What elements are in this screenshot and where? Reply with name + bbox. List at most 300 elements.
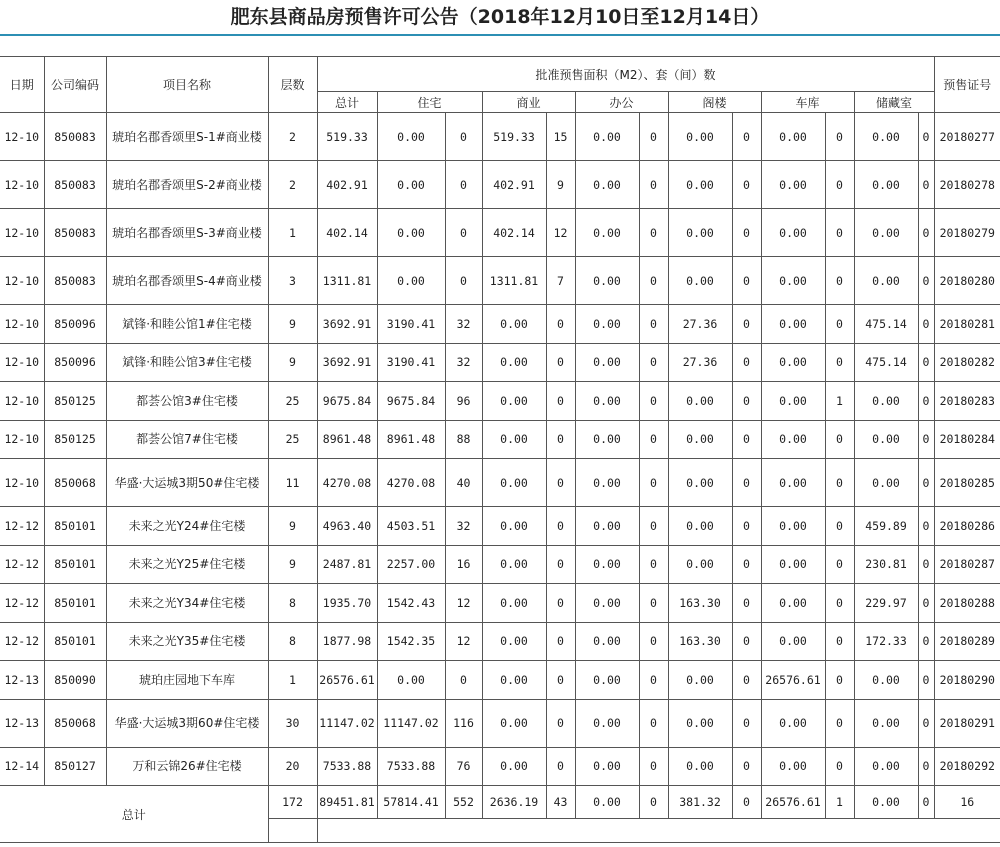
table-row (0, 661, 1000, 700)
cell-floors: 2 (268, 113, 317, 161)
cell-floors: 8 (268, 622, 317, 661)
cell-office-area: 0.00 (575, 747, 639, 786)
cell-total: 2487.81 (317, 545, 377, 584)
cell-office-units: 0 (639, 699, 668, 747)
cell-total: 3692.91 (317, 343, 377, 382)
cell-office-units: 0 (639, 584, 668, 623)
cell-date: 12-12 (0, 584, 44, 623)
cell-total: 26576.61 (317, 661, 377, 700)
cell-storage-area: 0.00 (854, 161, 918, 209)
cell-permit-number: 20180277 (934, 113, 1000, 161)
cell-residential-area: 0.00 (377, 161, 445, 209)
cell-residential-area: 4503.51 (377, 507, 445, 546)
cell-office-area: 0.00 (575, 699, 639, 747)
cell-floors: 25 (268, 382, 317, 421)
cell-residential-units: 76 (445, 747, 482, 786)
cell-storage-area: 0.00 (854, 699, 918, 747)
cell-storage-area: 475.14 (854, 343, 918, 382)
cell-office-units: 0 (639, 420, 668, 459)
cell-project-name: 琥珀庄园地下车库 (106, 661, 268, 700)
cell-date: 12-10 (0, 459, 44, 507)
cell-storage-units: 0 (918, 747, 934, 786)
cell-permit-number: 20180282 (934, 343, 1000, 382)
cell-office-area: 0.00 (575, 584, 639, 623)
cell-date: 12-10 (0, 420, 44, 459)
cell-attic-units: 0 (732, 747, 761, 786)
cell-commercial-area: 402.91 (482, 161, 546, 209)
cell-garage-area: 0.00 (761, 622, 825, 661)
cell-office-area: 0.00 (575, 209, 639, 257)
cell-garage-units: 0 (825, 420, 854, 459)
blank-cell (317, 819, 1000, 843)
cell-commercial-units: 7 (546, 257, 575, 305)
cell-permit-number: 20180292 (934, 747, 1000, 786)
cell-storage-units: 0 (918, 382, 934, 421)
cell-company-code: 850127 (44, 747, 106, 786)
header-attic: 阁楼 (668, 92, 761, 113)
table-row (0, 382, 1000, 421)
page-title: 肥东县商品房预售许可公告（2018年12月10日至12月14日） (230, 6, 770, 28)
cell-garage-units: 0 (825, 661, 854, 700)
cell-attic-area: 0.00 (668, 661, 732, 700)
total-office-area: 0.00 (575, 786, 639, 819)
cell-residential-area: 3190.41 (377, 343, 445, 382)
cell-residential-area: 11147.02 (377, 699, 445, 747)
cell-storage-units: 0 (918, 343, 934, 382)
cell-storage-units: 0 (918, 622, 934, 661)
cell-garage-area: 0.00 (761, 459, 825, 507)
cell-total: 11147.02 (317, 699, 377, 747)
cell-company-code: 850125 (44, 382, 106, 421)
cell-office-area: 0.00 (575, 661, 639, 700)
cell-project-name: 未来之光Y34#住宅楼 (106, 584, 268, 623)
cell-garage-area: 0.00 (761, 747, 825, 786)
cell-commercial-area: 0.00 (482, 747, 546, 786)
cell-total: 8961.48 (317, 420, 377, 459)
cell-storage-area: 0.00 (854, 209, 918, 257)
cell-attic-area: 0.00 (668, 545, 732, 584)
cell-office-units: 0 (639, 257, 668, 305)
cell-attic-area: 0.00 (668, 747, 732, 786)
cell-permit-number: 20180291 (934, 699, 1000, 747)
cell-office-units: 0 (639, 343, 668, 382)
cell-office-area: 0.00 (575, 305, 639, 344)
cell-date: 12-13 (0, 699, 44, 747)
cell-date: 12-10 (0, 305, 44, 344)
cell-residential-area: 4270.08 (377, 459, 445, 507)
cell-permit-number: 20180283 (934, 382, 1000, 421)
cell-project-name: 都荟公馆3#住宅楼 (106, 382, 268, 421)
cell-residential-units: 12 (445, 584, 482, 623)
cell-residential-area: 0.00 (377, 113, 445, 161)
table-row (0, 747, 1000, 786)
cell-company-code: 850083 (44, 209, 106, 257)
cell-residential-units: 88 (445, 420, 482, 459)
cell-residential-units: 32 (445, 507, 482, 546)
cell-project-name: 万和云锦26#住宅楼 (106, 747, 268, 786)
cell-office-units: 0 (639, 305, 668, 344)
cell-residential-units: 0 (445, 113, 482, 161)
cell-residential-units: 0 (445, 257, 482, 305)
cell-total: 9675.84 (317, 382, 377, 421)
cell-attic-area: 163.30 (668, 622, 732, 661)
cell-residential-area: 1542.35 (377, 622, 445, 661)
cell-garage-area: 0.00 (761, 161, 825, 209)
cell-project-name: 琥珀名郡香颂里S-3#商业楼 (106, 209, 268, 257)
cell-office-units: 0 (639, 622, 668, 661)
cell-garage-area: 0.00 (761, 545, 825, 584)
cell-commercial-area: 0.00 (482, 420, 546, 459)
cell-permit-number: 20180279 (934, 209, 1000, 257)
cell-attic-area: 0.00 (668, 699, 732, 747)
cell-residential-area: 2257.00 (377, 545, 445, 584)
header-date: 日期 (0, 57, 44, 113)
cell-company-code: 850083 (44, 257, 106, 305)
cell-commercial-units: 0 (546, 699, 575, 747)
total-attic-area: 381.32 (668, 786, 732, 819)
cell-project-name: 华盛·大运城3期60#住宅楼 (106, 699, 268, 747)
cell-office-area: 0.00 (575, 507, 639, 546)
cell-office-area: 0.00 (575, 420, 639, 459)
presale-permit-table (0, 56, 1000, 843)
cell-office-units: 0 (639, 459, 668, 507)
table-body (0, 113, 1000, 843)
cell-commercial-area: 0.00 (482, 507, 546, 546)
cell-attic-area: 0.00 (668, 161, 732, 209)
table-row (0, 584, 1000, 623)
header-total: 总计 (317, 92, 377, 113)
cell-floors: 9 (268, 507, 317, 546)
total-office-units: 0 (639, 786, 668, 819)
cell-commercial-area: 0.00 (482, 545, 546, 584)
title-divider (0, 34, 1000, 36)
header-project-name: 项目名称 (106, 57, 268, 113)
cell-date: 12-12 (0, 507, 44, 546)
cell-attic-area: 27.36 (668, 305, 732, 344)
total-permit-count: 16 (934, 786, 1000, 819)
total-floors: 172 (268, 786, 317, 819)
cell-storage-area: 0.00 (854, 113, 918, 161)
cell-garage-units: 0 (825, 747, 854, 786)
cell-office-units: 0 (639, 209, 668, 257)
cell-total: 3692.91 (317, 305, 377, 344)
cell-attic-units: 0 (732, 459, 761, 507)
cell-storage-area: 475.14 (854, 305, 918, 344)
cell-floors: 11 (268, 459, 317, 507)
cell-commercial-units: 0 (546, 382, 575, 421)
cell-office-area: 0.00 (575, 545, 639, 584)
total-residential-units: 552 (445, 786, 482, 819)
cell-office-area: 0.00 (575, 257, 639, 305)
cell-residential-units: 96 (445, 382, 482, 421)
cell-company-code: 850096 (44, 305, 106, 344)
cell-storage-area: 172.33 (854, 622, 918, 661)
cell-attic-area: 0.00 (668, 257, 732, 305)
cell-garage-area: 0.00 (761, 257, 825, 305)
cell-residential-area: 0.00 (377, 209, 445, 257)
total-residential-area: 57814.41 (377, 786, 445, 819)
cell-storage-area: 0.00 (854, 382, 918, 421)
total-attic-units: 0 (732, 786, 761, 819)
table-row (0, 305, 1000, 344)
cell-storage-units: 0 (918, 459, 934, 507)
cell-permit-number: 20180284 (934, 420, 1000, 459)
cell-storage-area: 230.81 (854, 545, 918, 584)
cell-residential-area: 3190.41 (377, 305, 445, 344)
cell-storage-units: 0 (918, 661, 934, 700)
cell-attic-units: 0 (732, 343, 761, 382)
cell-total: 519.33 (317, 113, 377, 161)
cell-residential-units: 12 (445, 622, 482, 661)
cell-attic-units: 0 (732, 584, 761, 623)
cell-office-area: 0.00 (575, 382, 639, 421)
cell-residential-area: 7533.88 (377, 747, 445, 786)
cell-date: 12-13 (0, 661, 44, 700)
cell-permit-number: 20180286 (934, 507, 1000, 546)
cell-garage-units: 0 (825, 343, 854, 382)
cell-commercial-area: 1311.81 (482, 257, 546, 305)
cell-storage-units: 0 (918, 420, 934, 459)
cell-garage-units: 0 (825, 305, 854, 344)
cell-project-name: 斌锋·和睦公馆1#住宅楼 (106, 305, 268, 344)
cell-storage-area: 459.89 (854, 507, 918, 546)
blank-cell (268, 819, 317, 843)
header-office: 办公 (575, 92, 668, 113)
cell-project-name: 都荟公馆7#住宅楼 (106, 420, 268, 459)
cell-commercial-area: 0.00 (482, 622, 546, 661)
cell-attic-units: 0 (732, 420, 761, 459)
cell-attic-area: 163.30 (668, 584, 732, 623)
cell-garage-units: 0 (825, 699, 854, 747)
cell-attic-area: 0.00 (668, 507, 732, 546)
cell-garage-units: 0 (825, 113, 854, 161)
cell-commercial-units: 0 (546, 343, 575, 382)
cell-residential-units: 40 (445, 459, 482, 507)
cell-floors: 25 (268, 420, 317, 459)
header-garage: 车库 (761, 92, 854, 113)
cell-project-name: 琥珀名郡香颂里S-4#商业楼 (106, 257, 268, 305)
cell-project-name: 未来之光Y25#住宅楼 (106, 545, 268, 584)
total-commercial-area: 2636.19 (482, 786, 546, 819)
cell-floors: 9 (268, 545, 317, 584)
cell-office-units: 0 (639, 507, 668, 546)
cell-total: 1311.81 (317, 257, 377, 305)
cell-garage-units: 0 (825, 584, 854, 623)
cell-office-units: 0 (639, 747, 668, 786)
table-row (0, 507, 1000, 546)
cell-date: 12-12 (0, 622, 44, 661)
cell-floors: 9 (268, 343, 317, 382)
cell-garage-units: 0 (825, 545, 854, 584)
cell-storage-units: 0 (918, 584, 934, 623)
header-storage: 储藏室 (854, 92, 934, 113)
cell-garage-units: 0 (825, 209, 854, 257)
header-floors: 层数 (268, 57, 317, 113)
table-row (0, 699, 1000, 747)
cell-company-code: 850101 (44, 545, 106, 584)
cell-residential-units: 116 (445, 699, 482, 747)
cell-residential-units: 0 (445, 161, 482, 209)
cell-attic-area: 0.00 (668, 420, 732, 459)
cell-attic-area: 27.36 (668, 343, 732, 382)
cell-commercial-area: 0.00 (482, 459, 546, 507)
cell-residential-units: 32 (445, 343, 482, 382)
header-residential: 住宅 (377, 92, 482, 113)
cell-total: 402.14 (317, 209, 377, 257)
cell-attic-units: 0 (732, 305, 761, 344)
cell-commercial-units: 12 (546, 209, 575, 257)
cell-garage-units: 0 (825, 161, 854, 209)
cell-office-units: 0 (639, 113, 668, 161)
cell-total: 402.91 (317, 161, 377, 209)
cell-garage-units: 0 (825, 622, 854, 661)
total-garage-units: 1 (825, 786, 854, 819)
cell-project-name: 未来之光Y24#住宅楼 (106, 507, 268, 546)
cell-office-units: 0 (639, 161, 668, 209)
cell-attic-units: 0 (732, 661, 761, 700)
cell-total: 4963.40 (317, 507, 377, 546)
cell-storage-area: 0.00 (854, 747, 918, 786)
cell-total: 1935.70 (317, 584, 377, 623)
table-row (0, 622, 1000, 661)
cell-residential-area: 9675.84 (377, 382, 445, 421)
cell-permit-number: 20180285 (934, 459, 1000, 507)
cell-date: 12-10 (0, 382, 44, 421)
cell-attic-area: 0.00 (668, 382, 732, 421)
cell-residential-area: 0.00 (377, 661, 445, 700)
cell-storage-units: 0 (918, 209, 934, 257)
cell-commercial-area: 0.00 (482, 699, 546, 747)
table-row (0, 113, 1000, 161)
cell-attic-units: 0 (732, 545, 761, 584)
cell-residential-area: 8961.48 (377, 420, 445, 459)
cell-attic-units: 0 (732, 382, 761, 421)
cell-permit-number: 20180278 (934, 161, 1000, 209)
cell-company-code: 850101 (44, 584, 106, 623)
table-row (0, 257, 1000, 305)
cell-storage-area: 229.97 (854, 584, 918, 623)
cell-garage-area: 0.00 (761, 209, 825, 257)
cell-commercial-units: 0 (546, 747, 575, 786)
header-commercial: 商业 (482, 92, 575, 113)
cell-company-code: 850083 (44, 161, 106, 209)
cell-storage-units: 0 (918, 113, 934, 161)
cell-storage-area: 0.00 (854, 420, 918, 459)
cell-office-area: 0.00 (575, 459, 639, 507)
cell-storage-area: 0.00 (854, 459, 918, 507)
cell-garage-area: 0.00 (761, 343, 825, 382)
cell-floors: 20 (268, 747, 317, 786)
totals-label: 总计 (0, 786, 268, 843)
cell-attic-area: 0.00 (668, 459, 732, 507)
cell-commercial-units: 0 (546, 584, 575, 623)
cell-commercial-area: 402.14 (482, 209, 546, 257)
cell-attic-units: 0 (732, 622, 761, 661)
cell-commercial-area: 0.00 (482, 305, 546, 344)
cell-permit-number: 20180288 (934, 584, 1000, 623)
cell-floors: 3 (268, 257, 317, 305)
cell-commercial-units: 0 (546, 305, 575, 344)
cell-project-name: 琥珀名郡香颂里S-1#商业楼 (106, 113, 268, 161)
cell-commercial-units: 9 (546, 161, 575, 209)
cell-garage-units: 0 (825, 257, 854, 305)
cell-garage-area: 0.00 (761, 584, 825, 623)
cell-commercial-area: 0.00 (482, 382, 546, 421)
cell-company-code: 850068 (44, 459, 106, 507)
cell-office-area: 0.00 (575, 161, 639, 209)
cell-date: 12-10 (0, 161, 44, 209)
cell-attic-units: 0 (732, 113, 761, 161)
cell-commercial-units: 0 (546, 507, 575, 546)
cell-floors: 8 (268, 584, 317, 623)
cell-date: 12-10 (0, 257, 44, 305)
cell-floors: 2 (268, 161, 317, 209)
cell-date: 12-14 (0, 747, 44, 786)
cell-attic-area: 0.00 (668, 113, 732, 161)
total-garage-area: 26576.61 (761, 786, 825, 819)
cell-garage-units: 0 (825, 459, 854, 507)
total-area: 89451.81 (317, 786, 377, 819)
cell-residential-units: 0 (445, 661, 482, 700)
cell-residential-area: 1542.43 (377, 584, 445, 623)
table-row (0, 343, 1000, 382)
cell-commercial-units: 0 (546, 459, 575, 507)
cell-commercial-units: 15 (546, 113, 575, 161)
cell-office-area: 0.00 (575, 343, 639, 382)
cell-attic-units: 0 (732, 161, 761, 209)
cell-company-code: 850083 (44, 113, 106, 161)
cell-office-units: 0 (639, 382, 668, 421)
cell-commercial-units: 0 (546, 622, 575, 661)
cell-storage-units: 0 (918, 507, 934, 546)
cell-company-code: 850068 (44, 699, 106, 747)
cell-residential-units: 32 (445, 305, 482, 344)
total-storage-area: 0.00 (854, 786, 918, 819)
cell-garage-area: 0.00 (761, 420, 825, 459)
cell-permit-number: 20180289 (934, 622, 1000, 661)
cell-garage-units: 0 (825, 507, 854, 546)
cell-floors: 9 (268, 305, 317, 344)
cell-attic-units: 0 (732, 209, 761, 257)
table-row (0, 459, 1000, 507)
total-commercial-units: 43 (546, 786, 575, 819)
cell-permit-number: 20180281 (934, 305, 1000, 344)
cell-office-area: 0.00 (575, 622, 639, 661)
cell-total: 4270.08 (317, 459, 377, 507)
cell-storage-units: 0 (918, 305, 934, 344)
cell-project-name: 未来之光Y35#住宅楼 (106, 622, 268, 661)
cell-storage-area: 0.00 (854, 661, 918, 700)
cell-commercial-area: 0.00 (482, 661, 546, 700)
cell-garage-area: 0.00 (761, 305, 825, 344)
cell-date: 12-12 (0, 545, 44, 584)
cell-office-area: 0.00 (575, 113, 639, 161)
header-permit-number: 预售证号 (934, 57, 1000, 113)
cell-garage-area: 26576.61 (761, 661, 825, 700)
cell-company-code: 850101 (44, 622, 106, 661)
table-row (0, 420, 1000, 459)
cell-garage-area: 0.00 (761, 382, 825, 421)
cell-commercial-units: 0 (546, 420, 575, 459)
cell-storage-units: 0 (918, 257, 934, 305)
cell-permit-number: 20180280 (934, 257, 1000, 305)
cell-permit-number: 20180290 (934, 661, 1000, 700)
cell-permit-number: 20180287 (934, 545, 1000, 584)
cell-garage-area: 0.00 (761, 113, 825, 161)
cell-storage-units: 0 (918, 161, 934, 209)
header-company-code: 公司编码 (44, 57, 106, 113)
cell-project-name: 华盛·大运城3期50#住宅楼 (106, 459, 268, 507)
